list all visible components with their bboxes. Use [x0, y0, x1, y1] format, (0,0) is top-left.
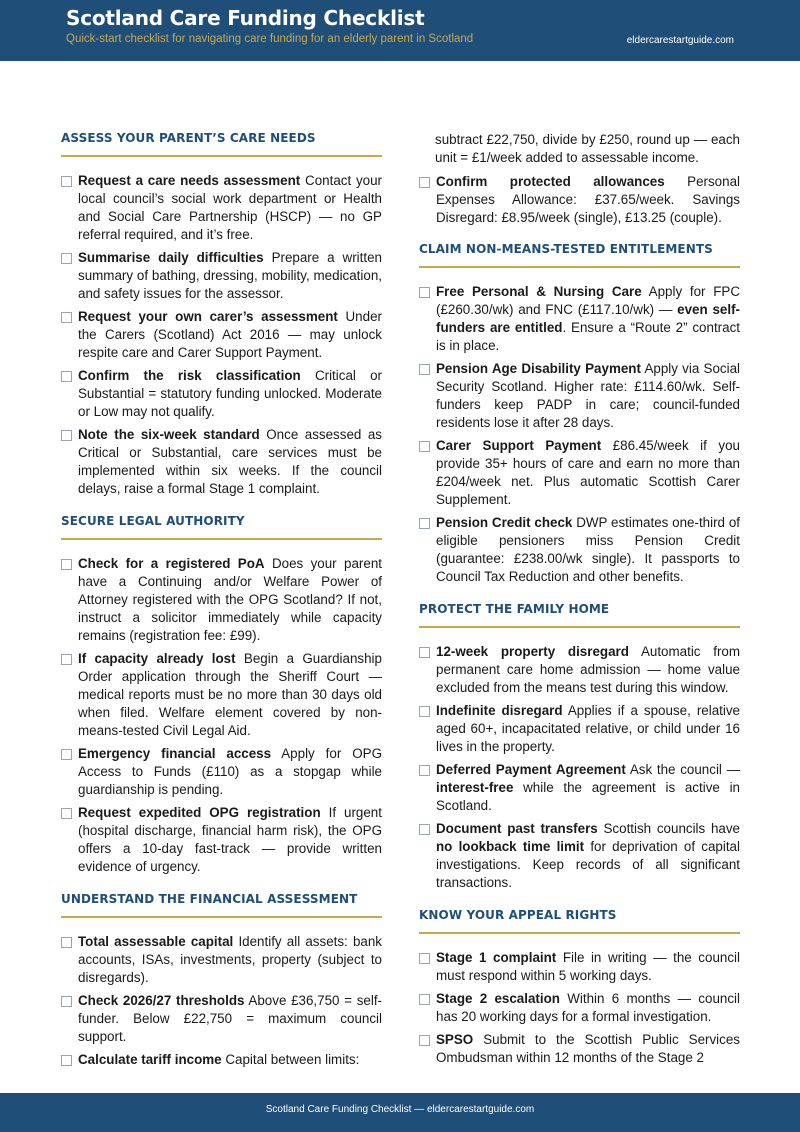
- item-label: Summarise daily difficulties: [78, 250, 264, 265]
- checkbox[interactable]: [419, 994, 430, 1005]
- checklist-item: [61, 804, 382, 876]
- checklist-item-text: [78, 172, 382, 244]
- section-heading: CLAIM NON-MEANS-TESTED ENTITLEMENTS: [419, 242, 740, 268]
- item-label: Free Personal & Nursing Care: [436, 284, 642, 299]
- checkbox[interactable]: [419, 177, 430, 188]
- document-subtitle: Quick-start checklist for navigating care funding for an elderly parent in Scotland: [66, 33, 474, 45]
- item-label: Check 2026/27 thresholds: [78, 993, 245, 1008]
- item-label: Pension Credit check: [436, 515, 573, 530]
- checklist-item-text: [78, 992, 382, 1046]
- item-description-cont: while the agreement is active in Scotland.: [436, 780, 740, 813]
- item-description: Once assessed as Critical or Substantial, care services must be implemented within six weeks. If the council delays, raise a formal Stage 1 complaint.: [78, 427, 382, 496]
- checklist-item-text: [78, 650, 382, 740]
- checklist: [419, 643, 740, 892]
- checkbox[interactable]: [61, 430, 72, 441]
- checklist-section: [419, 908, 740, 1067]
- checklist: [61, 555, 382, 876]
- checklist: [419, 949, 740, 1067]
- checklist: [419, 283, 740, 586]
- item-label: Total assessable capital: [78, 934, 234, 949]
- checklist-item-text: [78, 1051, 382, 1069]
- item-description-cont: . Ensure a “Route 2” contract is in place.: [436, 320, 740, 353]
- checklist-item: [419, 990, 740, 1026]
- checklist: [61, 172, 382, 498]
- item-description: Contact your local council’s social work department or Health and Social Care Partnership (HSCP) — no GP referral required, and it’s free.: [78, 173, 382, 242]
- item-description: Within 6 months — council has 20 working days for a formal investigation.: [436, 991, 740, 1024]
- item-description: Submit to the Scottish Public Services Ombudsman within 12 months of the Stage 2: [436, 1032, 740, 1065]
- checkbox[interactable]: [419, 824, 430, 835]
- item-description: Apply via Social Security Scotland. Higher rate: £114.60/wk. Self-funders keep PADP in care; council-funded residents lose it after 28 days.: [436, 361, 740, 430]
- checklist-item-text: [436, 1031, 740, 1067]
- item-description: Applies if a spouse, relative aged 60+, incapacitated relative, or child under 16 lives in the property.: [436, 703, 740, 754]
- checklist-item-text: [436, 360, 740, 432]
- checklist-item-text: [436, 949, 740, 985]
- section-heading: SECURE LEGAL AUTHORITY: [61, 514, 382, 540]
- checkbox[interactable]: [419, 706, 430, 717]
- checkbox[interactable]: [61, 937, 72, 948]
- checkbox[interactable]: [61, 176, 72, 187]
- checkbox[interactable]: [419, 441, 430, 452]
- item-description: Ask the council —: [629, 762, 741, 777]
- checklist: [61, 933, 382, 1069]
- item-description: Automatic from permanent care home admission — home value excluded from the means test during this window.: [436, 644, 741, 695]
- item-label: Check for a registered PoA: [78, 556, 265, 571]
- checkbox[interactable]: [61, 808, 72, 819]
- checklist-item-text: [78, 804, 382, 876]
- item-label: Stage 1 complaint: [436, 950, 557, 965]
- item-description: Under the Carers (Scotland) Act 2016 — may unlock respite care and Carer Support Payment.: [78, 309, 382, 360]
- checklist-item-text: [78, 426, 382, 498]
- item-label: Pension Age Disability Payment: [436, 361, 641, 376]
- item-label: 12-week property disregard: [436, 644, 629, 659]
- item-label: Confirm the risk classification: [78, 368, 301, 383]
- checklist-item: [419, 437, 740, 509]
- item-description: Apply for OPG Access to Funds (£110) as a stopgap while guardianship is pending.: [78, 746, 382, 797]
- checklist-item: [419, 360, 740, 432]
- checklist-item: [419, 283, 740, 355]
- checklist-item-text: [78, 367, 382, 421]
- checklist-item: [419, 173, 740, 227]
- checklist-section: [419, 242, 740, 586]
- checklist-item: [61, 426, 382, 498]
- checkbox[interactable]: [61, 559, 72, 570]
- item-label: Request expedited OPG registration: [78, 805, 321, 820]
- checklist-item: [61, 992, 382, 1046]
- item-label: Request your own carer’s assessment: [78, 309, 338, 324]
- checklist-item: [61, 650, 382, 740]
- item-label: Document past transfers: [436, 821, 598, 836]
- item-label: Calculate tariff income: [78, 1052, 222, 1067]
- item-description: Begin a Guardianship Order application through the Sheriff Court — medical reports must be no more than 30 days old when filed. Welfare element covered by non-means-tested Civil Legal Aid.: [78, 651, 382, 738]
- item-emphasis: even self-funders are entitled: [436, 302, 740, 335]
- item-description: Critical or Substantial = statutory funding unlocked. Moderate or Low may not qualify.: [78, 368, 382, 419]
- checkbox[interactable]: [419, 1035, 430, 1046]
- item-label: Request a care needs assessment: [78, 173, 301, 188]
- checklist-item-text: [436, 702, 740, 756]
- section-heading: KNOW YOUR APPEAL RIGHTS: [419, 908, 740, 934]
- checklist: [419, 173, 740, 227]
- page-footer: Scotland Care Funding Checklist — eldercarestartguide.com: [0, 1093, 800, 1132]
- item-emphasis: no lookback time limit: [436, 839, 585, 854]
- checkbox[interactable]: [419, 364, 430, 375]
- continued-text: subtract £22,750, divide by £250, round up — each unit = £1/week added to assessable income.: [435, 132, 740, 165]
- item-label: If capacity already lost: [78, 651, 236, 666]
- checkbox[interactable]: [61, 253, 72, 264]
- checklist-item: [61, 745, 382, 799]
- item-description: If urgent (hospital discharge, financial harm risk), the OPG offers a 10-day fast-track — provide written evidence of urgency.: [78, 805, 382, 874]
- item-description: Scottish councils have: [603, 821, 740, 836]
- item-description: Apply for FPC (£260.30/wk) and FNC (£117.10/wk) —: [436, 284, 740, 317]
- checkbox[interactable]: [61, 1055, 72, 1066]
- checklist-item-text: [436, 761, 740, 815]
- checkbox[interactable]: [419, 647, 430, 658]
- item-description: File in writing — the council must respond within 5 working days.: [436, 950, 740, 983]
- checklist-item-text: [78, 249, 382, 303]
- checkbox[interactable]: [61, 312, 72, 323]
- item-emphasis: interest-free: [436, 780, 514, 795]
- item-description: Personal Expenses Allowance: £37.65/week. Savings Disregard: £8.95/week (single), £13.25 (couple).: [436, 174, 740, 225]
- checklist-item: [61, 555, 382, 645]
- item-description-cont: for deprivation of capital investigations. Keep records of all significant transactions.: [436, 839, 740, 890]
- checklist-item: [419, 643, 740, 697]
- item-label: Indefinite disregard: [436, 703, 563, 718]
- checkbox[interactable]: [419, 953, 430, 964]
- checklist-section: [419, 602, 740, 892]
- checklist-item-text: [78, 933, 382, 987]
- checklist-item-text: [436, 643, 740, 697]
- checklist-item-text: [78, 308, 382, 362]
- checkbox[interactable]: [419, 518, 430, 529]
- checklist-item: [419, 702, 740, 756]
- section-heading: UNDERSTAND THE FINANCIAL ASSESSMENT: [61, 892, 382, 918]
- checklist-item: [419, 1031, 740, 1067]
- item-label: Confirm protected allowances: [436, 174, 665, 189]
- checklist-item-text: [78, 555, 382, 645]
- checklist-item: [61, 367, 382, 421]
- checklist-item: [61, 1051, 382, 1069]
- checklist-section: [61, 514, 382, 876]
- item-label: Deferred Payment Agreement: [436, 762, 626, 777]
- checklist-item: [419, 820, 740, 892]
- checklist-item: [61, 308, 382, 362]
- checklist-item: [419, 949, 740, 985]
- checklist-item: [419, 761, 740, 815]
- section-heading: PROTECT THE FAMILY HOME: [419, 602, 740, 628]
- checkbox[interactable]: [419, 765, 430, 776]
- item-description: Capital between limits:: [225, 1052, 360, 1067]
- checklist-item: [61, 249, 382, 303]
- checklist-item: [419, 514, 740, 586]
- checklist-item-text: [436, 820, 740, 892]
- checkbox[interactable]: [61, 996, 72, 1007]
- checklist-section: [61, 892, 382, 1069]
- right-column: [419, 131, 740, 1083]
- checkbox[interactable]: [61, 654, 72, 665]
- item-label: Carer Support Payment: [436, 438, 602, 453]
- item-label: Stage 2 escalation: [436, 991, 560, 1006]
- document-title: Scotland Care Funding Checklist: [66, 6, 425, 30]
- checklist-item-text: [436, 437, 740, 509]
- page-header: [0, 0, 800, 61]
- checklist-item-text: [436, 173, 740, 227]
- item-description: Identify all assets: bank accounts, ISAs, investments, property (subject to disregards).: [78, 934, 382, 985]
- checklist-item-text: [436, 990, 740, 1026]
- checkbox[interactable]: [61, 371, 72, 382]
- section-heading: ASSESS YOUR PARENT’S CARE NEEDS: [61, 131, 382, 157]
- item-label: Note the six-week standard: [78, 427, 260, 442]
- checklist-item-text: [436, 514, 740, 586]
- item-description: £86.45/week if you provide 35+ hours of care and earn no more than £204/week net. Plus automatic Scottish Carer Supplement.: [436, 438, 740, 507]
- item-description: Does your parent have a Continuing and/or Welfare Power of Attorney registered with the OPG Scotland? If not, instruct a solicitor immediately while capacity remains (registration fee: £99).: [78, 556, 382, 643]
- site-url[interactable]: eldercarestartguide.com: [626, 35, 734, 46]
- item-label: Emergency financial access: [78, 746, 272, 761]
- left-column: [61, 131, 382, 1085]
- checklist-item: [61, 172, 382, 244]
- checklist-section: [61, 131, 382, 498]
- item-description: DWP estimates one-third of eligible pensioners miss Pension Credit (guarantee: £238.00/wk single). It passports to Council Tax Reduction and other benefits.: [436, 515, 740, 584]
- item-description: Above £36,750 = self-funder. Below £22,750 = maximum council support.: [78, 993, 383, 1044]
- item-description: Prepare a written summary of bathing, dressing, mobility, medication, and safety issues for the assessor.: [78, 250, 382, 301]
- checkbox[interactable]: [61, 749, 72, 760]
- checklist-item-text: [78, 745, 382, 799]
- item-label: SPSO: [436, 1032, 474, 1047]
- checklist-item: [61, 933, 382, 987]
- checklist-item-text: [436, 283, 740, 355]
- checkbox[interactable]: [419, 287, 430, 298]
